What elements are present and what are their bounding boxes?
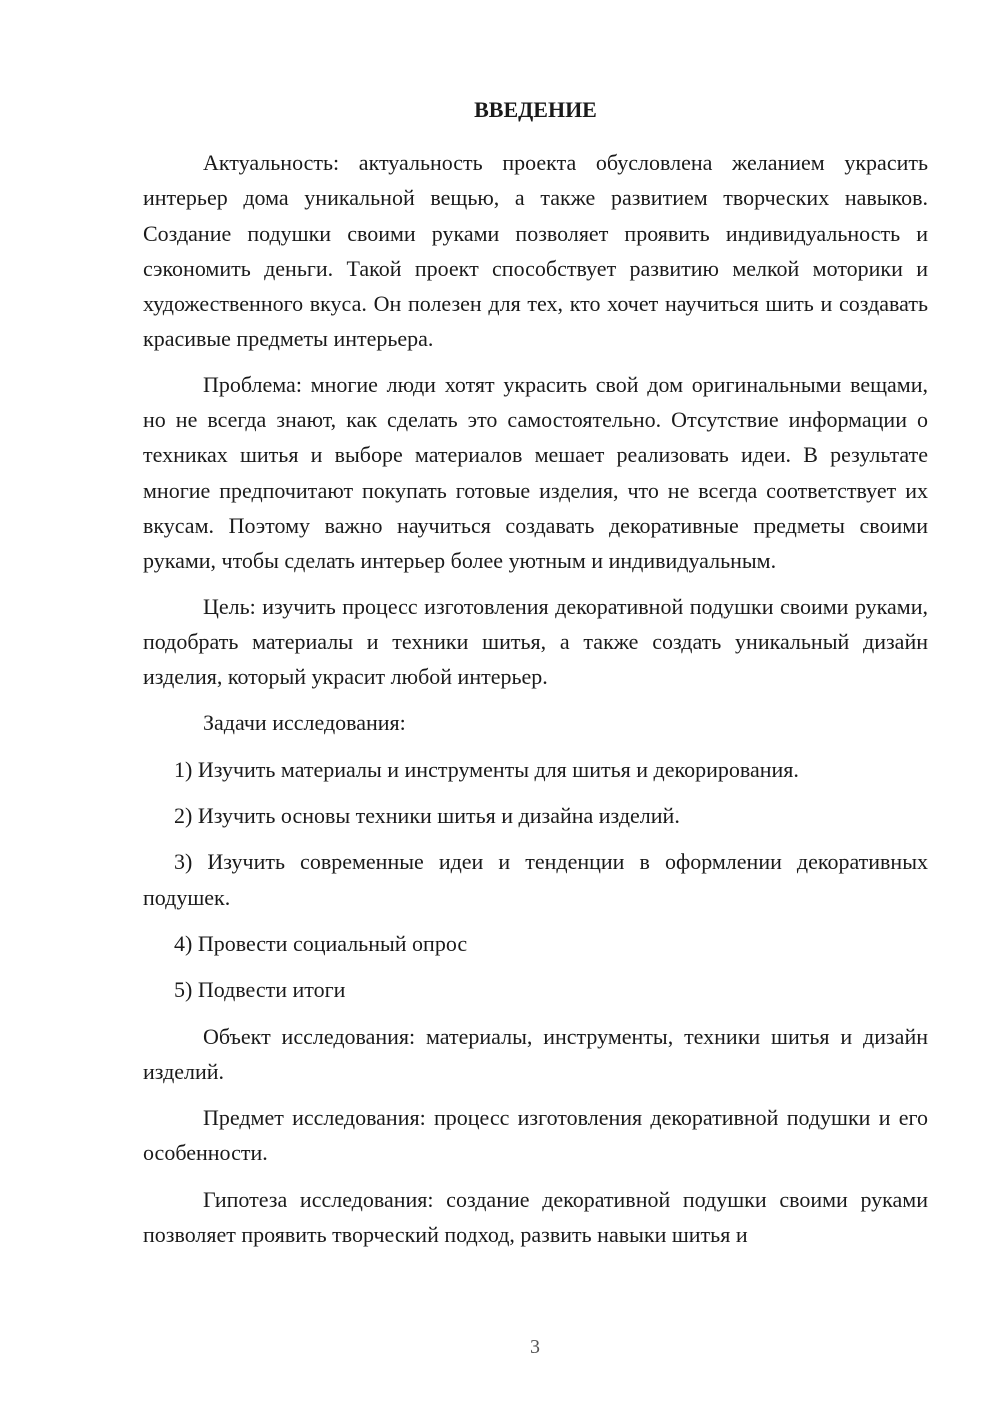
problem-paragraph: Проблема: многие люди хотят украсить свой дом оригинальными вещами, но не всегда знают, как сделать это самостоятельно. Отсутствие информации о техниках шитья и выборе материалов мешает реализовать идеи. В результате многие предпочитают покупать готовые изделия, что не всегда соответствует их вкусам. Поэтому важно научиться создавать декоративные предметы своими руками, чтобы сделать интерьер более уютным и индивидуальным. xyxy=(143,371,928,574)
page-number: 3 xyxy=(530,1336,540,1358)
task-item-4: 4) Провести социальный опрос xyxy=(174,930,468,956)
relevance-paragraph: Актуальность: актуальность проекта обусловлена желанием украсить интерьер дома уникальной вещью, а также развитием творческих навыков. Создание подушки своими руками позволяет проявить индивидуальность и сэкономить деньги. Такой проект способствует развитию мелкой моторики и художественного вкуса. Он полезен для тех, кто хочет научиться шить и создавать красивые предметы интерьера. xyxy=(143,150,928,352)
page-title: ВВЕДЕНИЕ xyxy=(474,97,597,122)
tasks-heading: Задачи исследования: xyxy=(203,710,406,736)
task-item-1: 1) Изучить материалы и инструменты для шитья и декорирования. xyxy=(174,756,799,782)
task-item-3: 3) Изучить современные идеи и тенденции в оформлении декоративных подушек. xyxy=(143,849,928,910)
subject-paragraph: Предмет исследования: процесс изготовления декоративной подушки и его особенности. xyxy=(143,1105,928,1166)
task-item-5: 5) Подвести итоги xyxy=(174,977,346,1003)
task-item-2: 2) Изучить основы техники шитья и дизайна изделий. xyxy=(174,803,680,829)
goal-paragraph: Цель: изучить процесс изготовления декоративной подушки своими руками, подобрать материалы и техники шитья, а также создать уникальный дизайн изделия, который украсит любой интерьер. xyxy=(143,593,928,690)
object-paragraph: Объект исследования: материалы, инструменты, техники шитья и дизайн изделий. xyxy=(143,1023,928,1084)
document-page xyxy=(143,95,928,1252)
hypothesis-paragraph: Гипотеза исследования: создание декоративной подушки своими руками позволяет проявить творческий подход, развить навыки шитья и xyxy=(143,1186,928,1248)
